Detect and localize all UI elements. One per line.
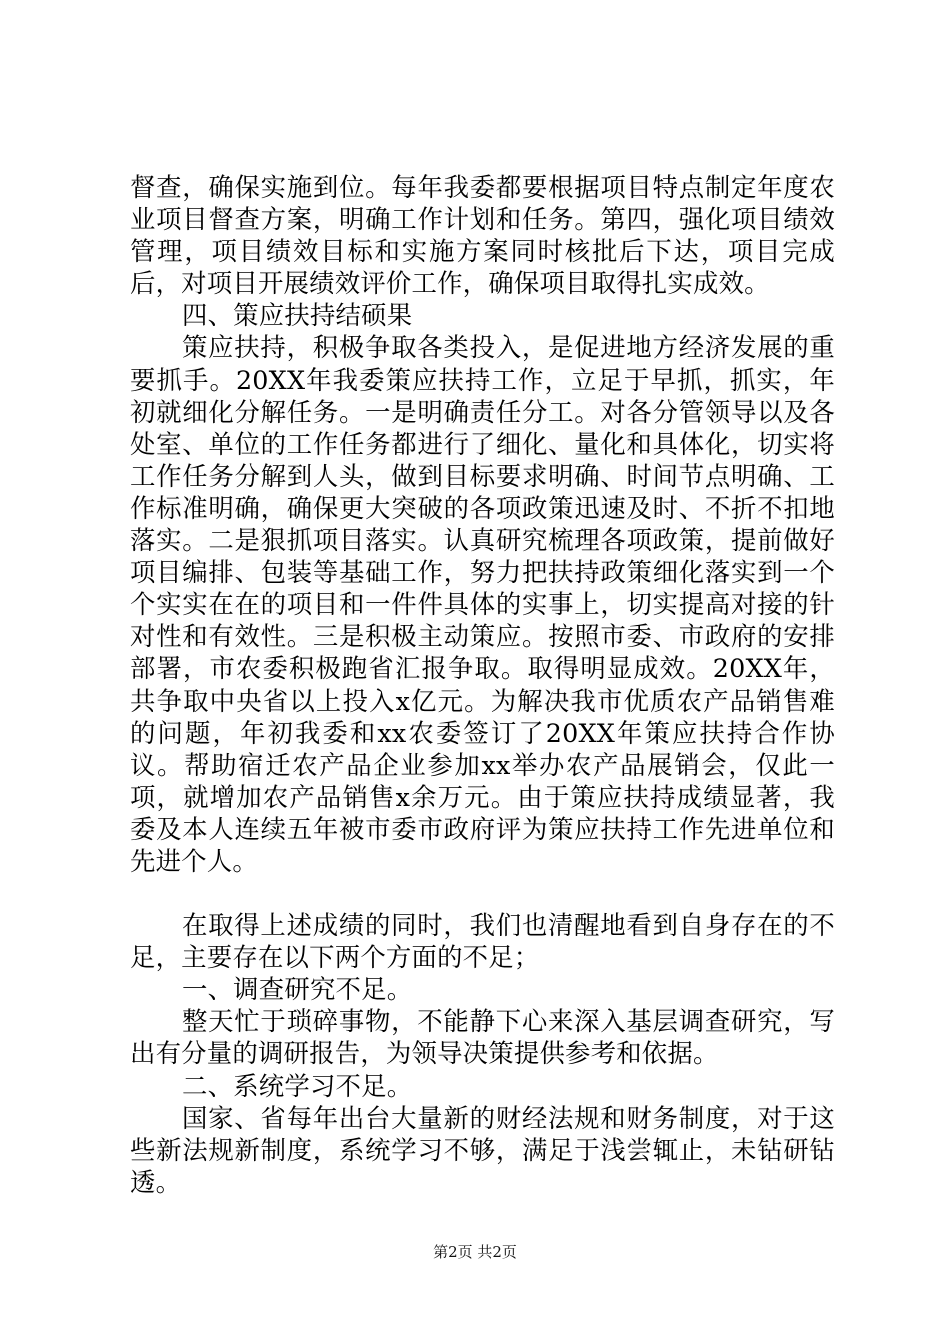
paragraph-study: 国家、省每年出台大量新的财经法规和财务制度，对于这些新法规新制度，系统学习不够，满足于浅尝辄止，未钻研钻透。 bbox=[130, 1102, 835, 1197]
paragraph-shortcomings-intro: 在取得上述成绩的同时，我们也清醒地看到自身存在的不足，主要存在以下两个方面的不足； bbox=[130, 910, 835, 973]
section-heading-four: 四、策应扶持结硕果 bbox=[182, 300, 413, 331]
page-number: 第2页 共2页 bbox=[433, 1243, 517, 1261]
section-heading-research: 一、调查研究不足。 bbox=[182, 974, 413, 1005]
paragraph-support-work: 策应扶持，积极争取各类投入，是促进地方经济发展的重要抓手。20XX年我委策应扶持工作，立足于早抓，抓实，年初就细化分解任务。一是明确责任分工。对各分管领导以及各处室、单位的工作任务都进行了细化、量化和具体化，切实将工作任务分解到人头，做到目标要求明确、时间节点明确、工作标准明确，确保更大突破的各项政策迅速及时、不折不扣地落实。二是狠抓项目落实。认真研究梳理各项政策，提前做好项目编排、包装等基础工作，努力把扶持政策细化落实到一个个实实在在的项目和一件件具体的实事上，切实提高对接的针对性和有效性。三是积极主动策应。按照市委、市政府的安排部署，市农委积极跑省汇报争取。取得明显成效。20XX年，共争取中央省以上投入x亿元。为解决我市优质农产品销售难的问题，年初我委和xx农委签订了20XX年策应扶持合作协议。帮助宿迁农产品企业参加xx举办农产品展销会，仅此一项，就增加农产品销售x余万元。由于策应扶持成绩显著，我委及本人连续五年被市委市政府评为策应扶持工作先进单位和先进个人。 bbox=[130, 332, 835, 876]
paragraph-research: 整天忙于琐碎事物，不能静下心来深入基层调查研究，写出有分量的调研报告，为领导决策提供参考和依据。 bbox=[130, 1006, 835, 1069]
section-heading-study: 二、系统学习不足。 bbox=[182, 1070, 413, 1101]
document-body bbox=[130, 171, 835, 1198]
paragraph-supervision: 督查，确保实施到位。每年我委都要根据项目特点制定年度农业项目督查方案，明确工作计划和任务。第四，强化项目绩效管理，项目绩效目标和实施方案同时核批后下达，项目完成后，对项目开展绩效评价工作，确保项目取得扎实成效。 bbox=[130, 172, 835, 299]
paragraph-gap bbox=[130, 877, 835, 909]
